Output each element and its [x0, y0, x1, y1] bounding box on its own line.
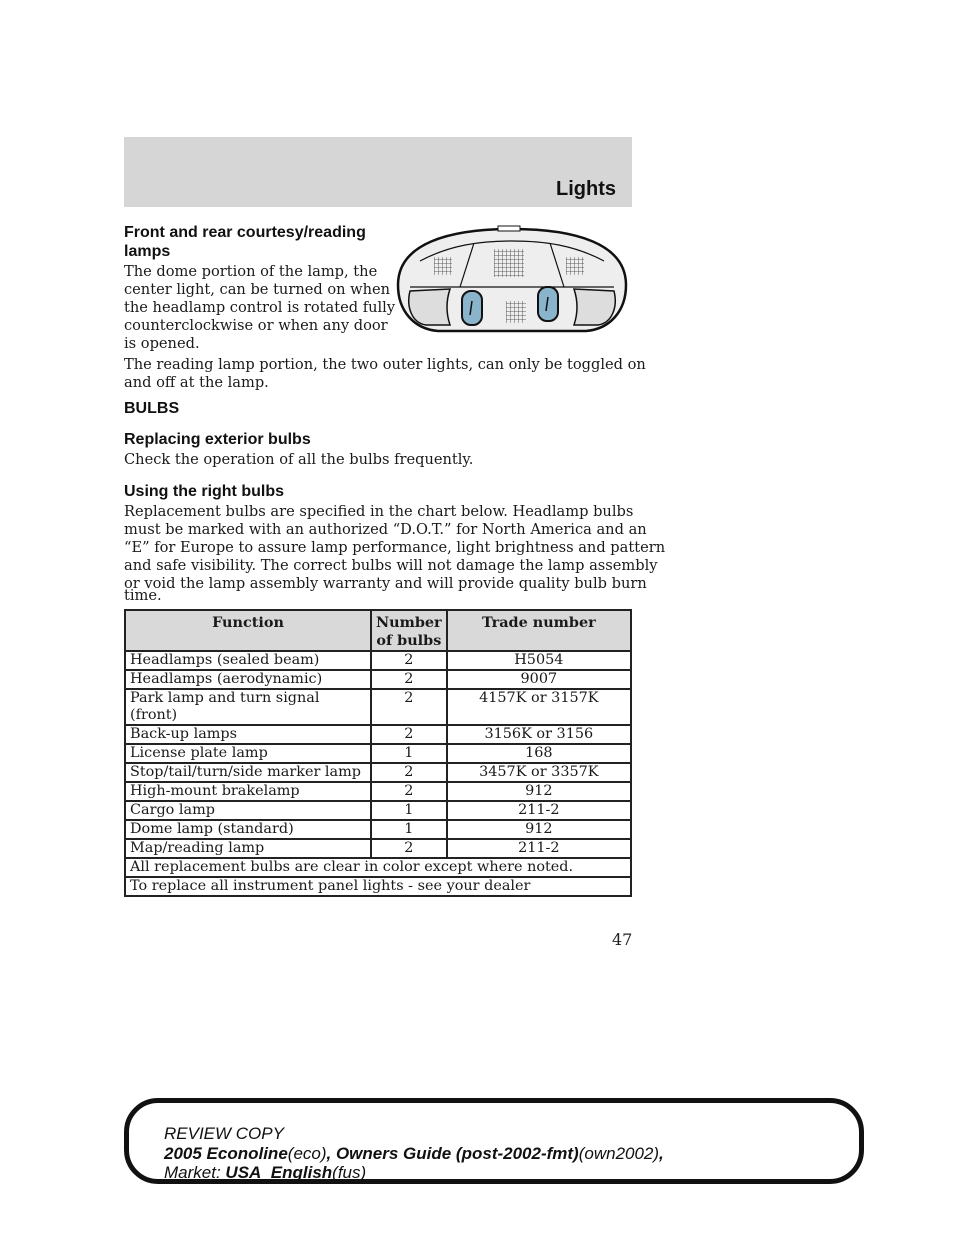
reading-lamp-text-line: The reading lamp portion, the two outer lights, can only be toggled on [124, 356, 646, 373]
using-right-bulbs-text-line: must be marked with an authorized “D.O.T.” for North America and an [124, 521, 647, 538]
function-cell: Headlamps (aerodynamic) [125, 670, 371, 689]
review-model-line [164, 1144, 664, 1164]
market-value: USA_English [225, 1163, 333, 1182]
comma: , [659, 1144, 664, 1163]
trade-number-cell: 9007 [447, 670, 631, 689]
market-label: Market: [164, 1163, 221, 1182]
reading-lamp-text-line: and off at the lamp. [124, 374, 269, 391]
trade-number-cell: 211-2 [447, 801, 631, 820]
courtesy-text-line: center light, can be turned on when [124, 281, 391, 298]
table-row [125, 763, 631, 782]
review-market-line [164, 1163, 366, 1183]
table-row [125, 670, 631, 689]
section-title: Lights [556, 178, 616, 200]
using-right-bulbs-text-line: Replacement bulbs are specified in the chart below. Headlamp bulbs [124, 503, 634, 520]
function-cell: Cargo lamp [125, 801, 371, 820]
number-cell: 2 [371, 839, 447, 858]
function-cell: Dome lamp (standard) [125, 820, 371, 839]
page-number: 47 [612, 930, 633, 949]
function-cell: Back-up lamps [125, 725, 371, 744]
market-code: (fus) [332, 1163, 367, 1182]
number-cell: 2 [371, 651, 447, 670]
using-right-bulbs-text-line: time. [124, 587, 162, 604]
table-row [125, 744, 631, 763]
table-row [125, 651, 631, 670]
function-cell: High-mount brakelamp [125, 782, 371, 801]
section-header-band [124, 137, 632, 207]
number-header-line2: of bulbs [376, 632, 442, 649]
table-note: To replace all instrument panel lights - see your dealer [125, 877, 631, 896]
replacing-exterior-bulbs-heading: Replacing exterior bulbs [124, 431, 311, 448]
number-cell: 2 [371, 782, 447, 801]
number-cell: 2 [371, 763, 447, 782]
number-of-bulbs-column-header [371, 610, 447, 651]
table-note: All replacement bulbs are clear in color except where noted. [125, 858, 631, 877]
courtesy-heading-line1: Front and rear courtesy/reading [124, 224, 366, 241]
trade-number-cell: 168 [447, 744, 631, 763]
using-right-bulbs-text-line: “E” for Europe to assure lamp performance, light brightness and pattern [124, 539, 666, 556]
number-cell: 1 [371, 801, 447, 820]
table-note-row [125, 877, 631, 896]
function-cell: Stop/tail/turn/side marker lamp [125, 763, 371, 782]
bulbs-heading: BULBS [124, 400, 180, 417]
courtesy-text-line: The dome portion of the lamp, the [124, 263, 378, 280]
table-note-row [125, 858, 631, 877]
function-cell: License plate lamp [125, 744, 371, 763]
guide-name: , Owners Guide (post-2002-fmt) [326, 1144, 579, 1163]
number-cell: 1 [371, 744, 447, 763]
function-cell: Headlamps (sealed beam) [125, 651, 371, 670]
model-code: (eco) [287, 1144, 327, 1163]
review-copy-label: REVIEW COPY [164, 1124, 284, 1143]
guide-code: (own2002) [578, 1144, 660, 1163]
courtesy-text-line: counterclockwise or when any door [124, 317, 388, 334]
replacing-exterior-bulbs-text: Check the operation of all the bulbs frequently. [124, 451, 474, 468]
trade-number-cell: 912 [447, 820, 631, 839]
number-cell: 2 [371, 725, 447, 744]
function-cell: Map/reading lamp [125, 839, 371, 858]
table-row [125, 801, 631, 820]
courtesy-lamp-illustration [390, 223, 634, 335]
number-cell: 1 [371, 820, 447, 839]
trade-number-cell: 3457K or 3357K [447, 763, 631, 782]
courtesy-heading-line2: lamps [124, 243, 171, 260]
using-right-bulbs-text-line: and safe visibility. The correct bulbs will not damage the lamp assembly [124, 557, 658, 574]
using-right-bulbs-text-line: or void the lamp assembly warranty and will provide quality bulb burn [124, 575, 647, 592]
table-row [125, 820, 631, 839]
table-header-row [125, 610, 631, 651]
trade-number-cell: 211-2 [447, 839, 631, 858]
number-cell: 2 [371, 670, 447, 689]
number-cell: 2 [371, 689, 447, 725]
function-cell: Park lamp and turn signal (front) [125, 689, 371, 725]
trade-number-cell: 3156K or 3156 [447, 725, 631, 744]
number-header-line1: Number [376, 614, 442, 631]
trade-number-cell: 912 [447, 782, 631, 801]
courtesy-text-line: is opened. [124, 335, 200, 352]
function-column-header: Function [125, 610, 371, 651]
model-name: 2005 Econoline [164, 1144, 288, 1163]
table-row [125, 689, 631, 725]
trade-number-cell: H5054 [447, 651, 631, 670]
trade-number-column-header: Trade number [447, 610, 631, 651]
trade-number-cell: 4157K or 3157K [447, 689, 631, 725]
using-right-bulbs-heading: Using the right bulbs [124, 483, 284, 500]
table-row [125, 725, 631, 744]
courtesy-text-line: the headlamp control is rotated fully [124, 299, 396, 316]
table-row [125, 782, 631, 801]
bulb-specification-table [124, 609, 632, 897]
table-row [125, 839, 631, 858]
